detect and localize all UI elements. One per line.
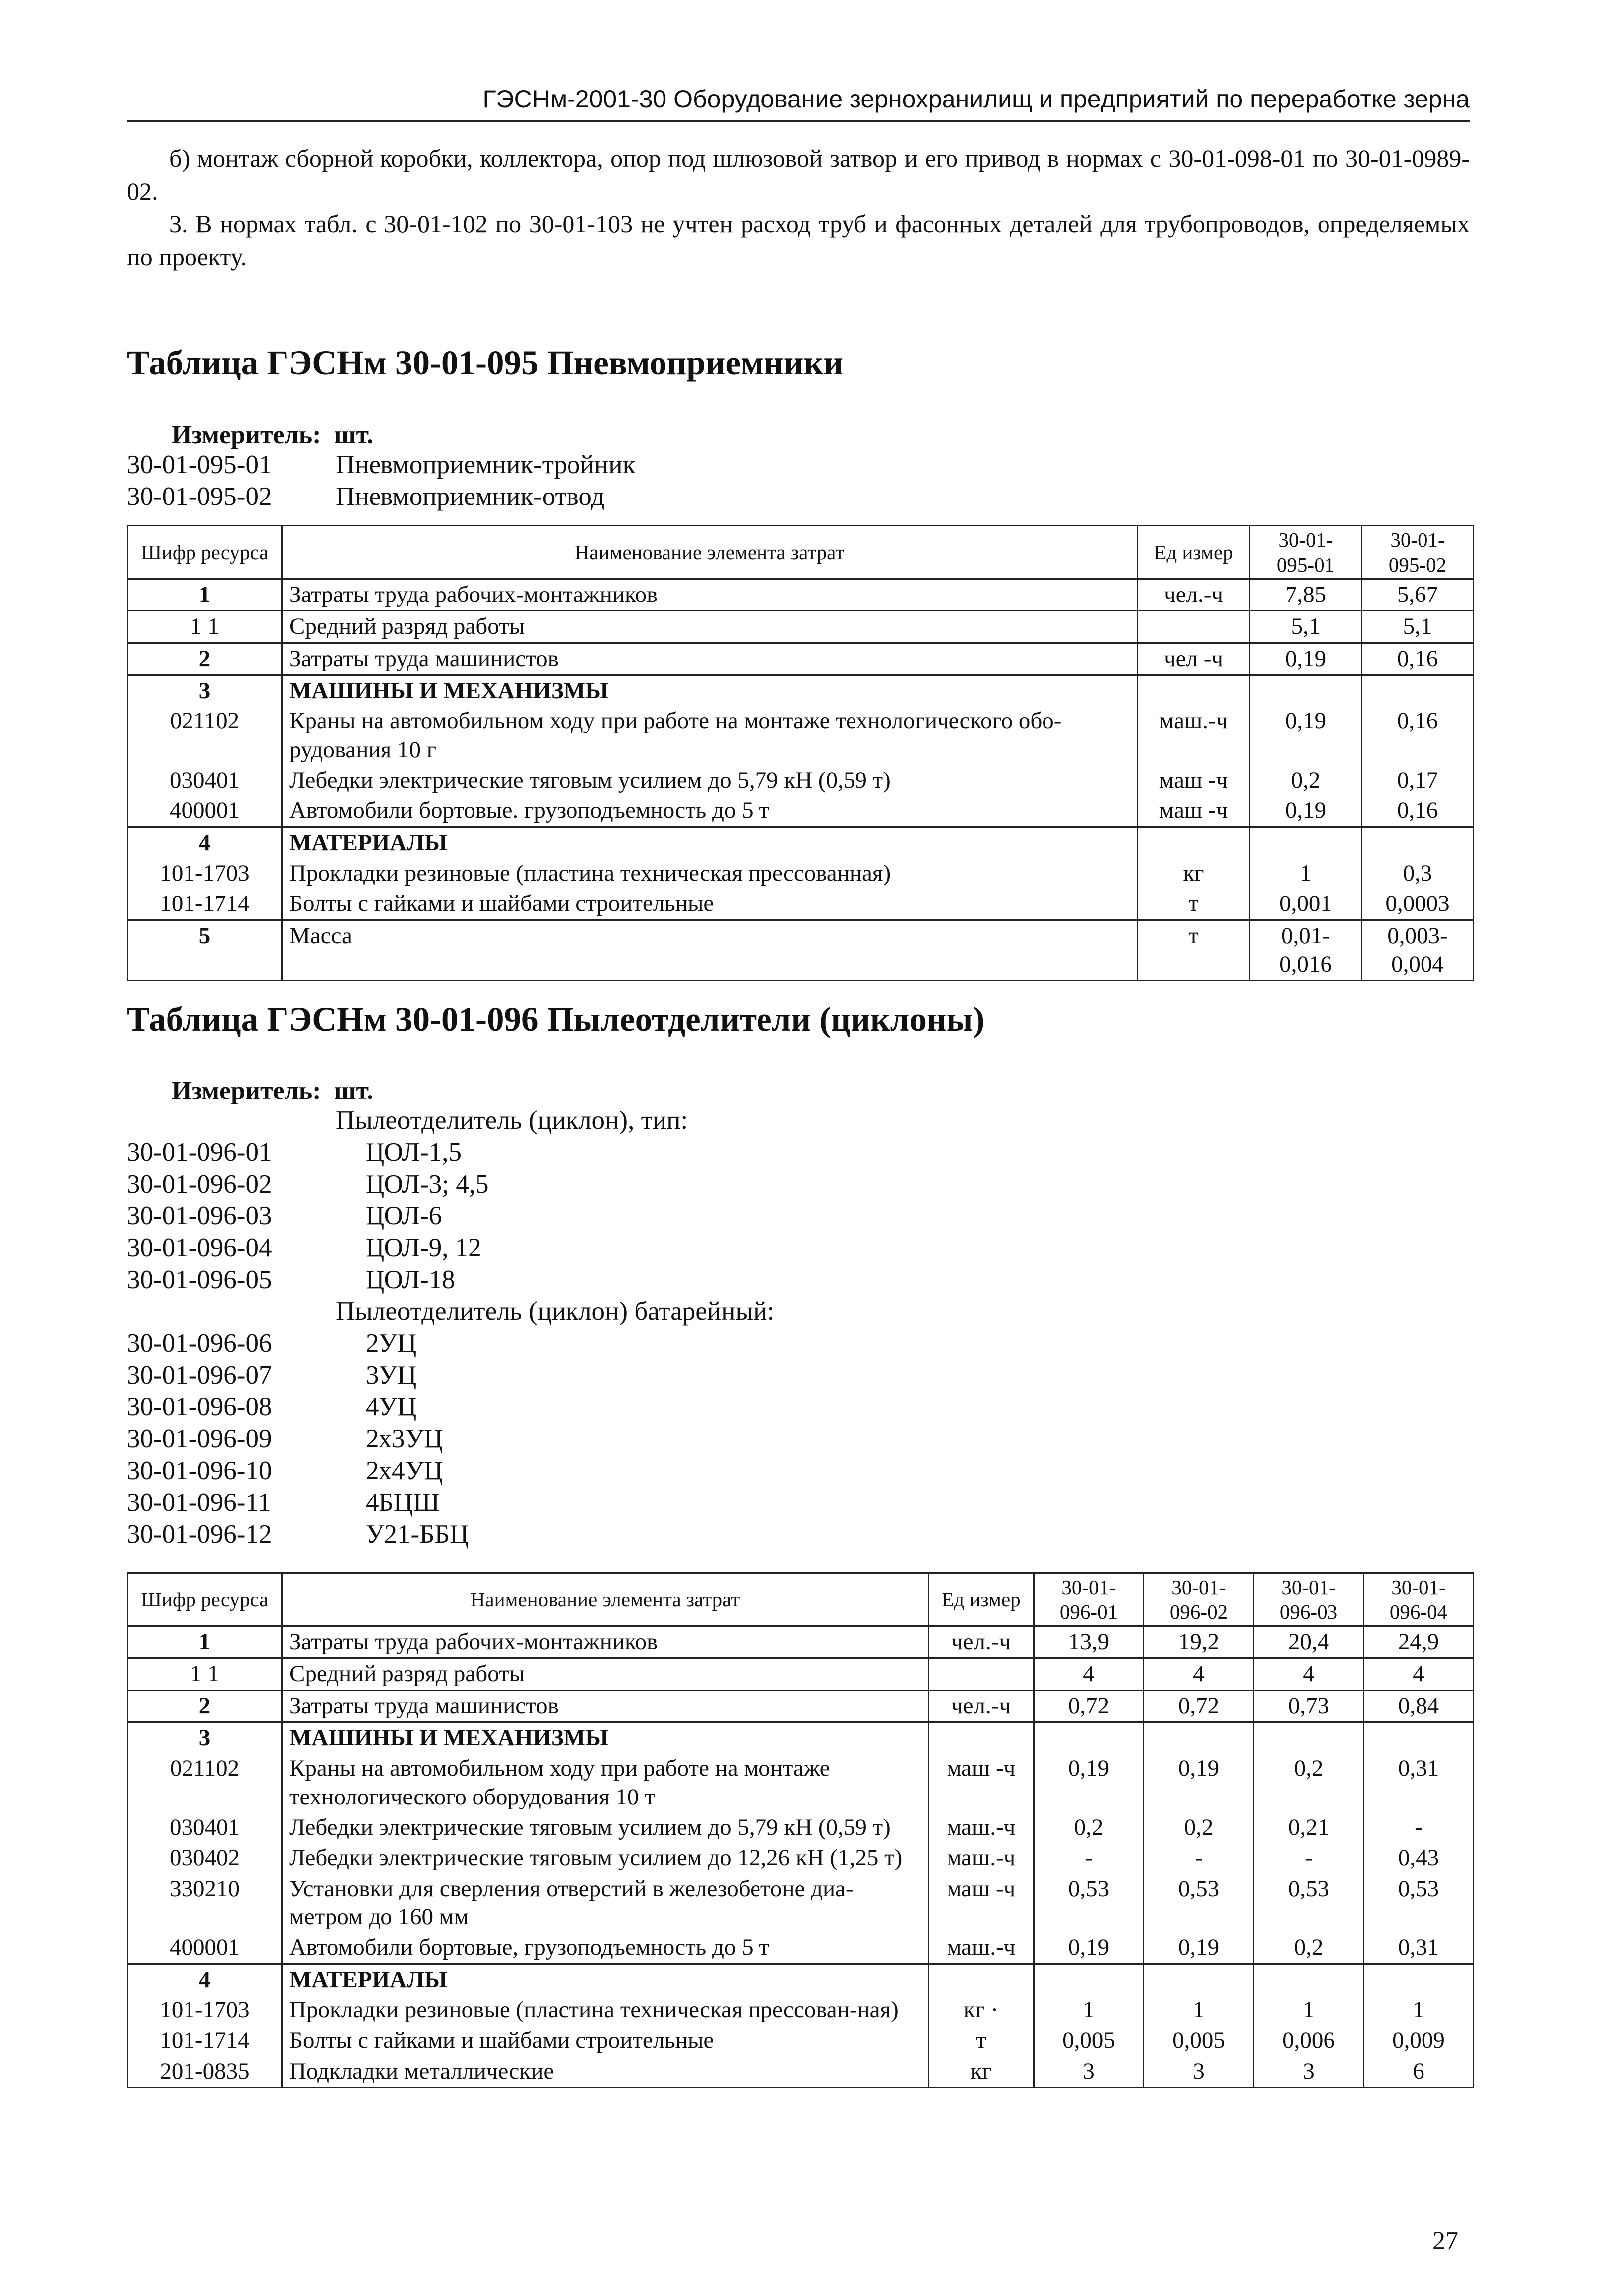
code-list-row (127, 1232, 774, 1264)
norm-code: 30-01-096-01 (127, 1138, 272, 1167)
cell-resource-code: 2 (128, 1690, 282, 1722)
measure-value: шт. (334, 1077, 374, 1105)
cell-cost-element: Болты с гайками и шайбами строительные (282, 889, 1138, 920)
cell-norm-value: 0,16 (1362, 706, 1474, 765)
norm-code: 30-01-096-04 (127, 1233, 272, 1262)
cell-cost-element: Автомобили бортовые. грузоподъемность до 5 т (282, 796, 1138, 827)
column-header-code: Шифр ресурса (128, 1573, 282, 1626)
cell-norm-value: 4 (1364, 1658, 1474, 1690)
cell-unit: маш -ч (1138, 765, 1250, 796)
cell-resource-code: 400001 (128, 1932, 282, 1964)
cell-resource-code: 3 (128, 1722, 282, 1754)
cell-unit (929, 1722, 1034, 1754)
cell-norm-value: - (1364, 1812, 1474, 1843)
table-095 (127, 525, 1474, 981)
table-row (128, 579, 1474, 611)
cell-norm-value: 0,2 (1250, 765, 1362, 796)
note-paragraph: б) монтаж сборной коробки, коллектора, опор под шлюзовой затвор и его привод в нормах с 30-01-098-01 по 30-01-0989-02. (127, 144, 1470, 205)
cell-norm-value (1144, 1722, 1254, 1754)
cell-unit: т (1138, 889, 1250, 920)
cell-cost-element: Масса (282, 920, 1138, 981)
norm-description: У21-ББЦ (366, 1520, 469, 1549)
cell-unit: маш -ч (929, 1874, 1034, 1933)
cell-norm-value: 0,16 (1362, 643, 1474, 675)
norm-code (127, 1296, 336, 1327)
cell-norm-value: 0,19 (1034, 1932, 1144, 1964)
table-row (128, 2025, 1474, 2056)
norm-code: 30-01-096-06 (127, 1329, 272, 1358)
cell-resource-code: 4 (128, 827, 282, 858)
cell-norm-value (1250, 827, 1362, 858)
cell-norm-value: 0,2 (1144, 1812, 1254, 1843)
table-row (128, 827, 1474, 858)
table-row (128, 2056, 1474, 2088)
norm-description: Пылеотделитель (циклон) батарейный: (336, 1297, 775, 1326)
cell-cost-element: Подкладки металлические (282, 2056, 929, 2088)
cell-cost-element: Болты с гайками и шайбами строительные (282, 2025, 929, 2056)
column-header-norm: 30-01- 096-03 (1254, 1573, 1364, 1626)
cell-unit (1138, 611, 1250, 643)
cell-cost-element: Затраты труда рабочих-монтажников (282, 1626, 929, 1658)
cell-unit: маш -ч (1138, 796, 1250, 827)
cell-cost-element: Краны на автомобильном ходу при работе на монтаже технологического обо-рудования 10 г (282, 706, 1138, 765)
cell-norm-value: 0,01- 0,016 (1250, 920, 1362, 981)
cell-unit: маш.-ч (1138, 706, 1250, 765)
table-row (128, 1753, 1474, 1812)
cell-norm-value: - (1144, 1843, 1254, 1873)
cell-norm-value (1034, 1722, 1144, 1754)
cell-resource-code: 5 (128, 920, 282, 981)
norm-description: ЦОЛ-9, 12 (366, 1233, 481, 1262)
table-row (128, 858, 1474, 889)
cell-norm-value: 0,19 (1250, 796, 1362, 827)
table-row (128, 643, 1474, 675)
cell-resource-code: 030401 (128, 765, 282, 796)
cell-norm-value: 0,005 (1144, 2025, 1254, 2056)
cell-unit: маш -ч (929, 1753, 1034, 1812)
cell-resource-code: 201-0835 (128, 2056, 282, 2088)
table-row (128, 1964, 1474, 1995)
cell-unit (929, 1658, 1034, 1690)
column-header-unit: Ед измер (929, 1573, 1034, 1626)
table-row (128, 675, 1474, 706)
cell-resource-code: 330210 (128, 1874, 282, 1933)
cell-norm-value: 0,72 (1034, 1690, 1144, 1722)
cell-unit (1138, 827, 1250, 858)
cell-norm-value: 3 (1034, 2056, 1144, 2088)
norm-description: 3УЦ (366, 1361, 417, 1390)
cell-resource-code: 1 (128, 1626, 282, 1658)
cell-norm-value: 24,9 (1364, 1626, 1474, 1658)
cell-resource-code: 1 1 (128, 611, 282, 643)
page-number: 27 (1432, 2227, 1458, 2255)
cell-cost-element: Автомобили бортовые, грузоподъемность до 5 т (282, 1932, 929, 1964)
cell-norm-value (1144, 1964, 1254, 1995)
cell-norm-value: - (1034, 1843, 1144, 1873)
notes-block (127, 142, 1470, 273)
column-header-code: Шифр ресурса (128, 526, 282, 579)
table-row (128, 1658, 1474, 1690)
table-row (128, 765, 1474, 796)
table-row (128, 1874, 1474, 1933)
cell-norm-value: 0,3 (1362, 858, 1474, 889)
cell-unit: чел.-ч (929, 1690, 1034, 1722)
cell-norm-value (1362, 827, 1474, 858)
cell-norm-value: 0,006 (1254, 2025, 1364, 2056)
cell-cost-element: Затраты труда машинистов (282, 643, 1138, 675)
cell-norm-value: 5,1 (1250, 611, 1362, 643)
table-row (128, 796, 1474, 827)
cell-norm-value: 0,31 (1364, 1932, 1474, 1964)
norm-code: 30-01-096-08 (127, 1393, 272, 1421)
norm-code: 30-01-096-07 (127, 1361, 272, 1390)
cell-cost-element: МАТЕРИАЛЫ (282, 827, 1138, 858)
cell-resource-code: 1 (128, 579, 282, 611)
table-095-title: Таблица ГЭСНм 30-01-095 Пневмоприемники (127, 344, 843, 382)
cell-norm-value: 19,2 (1144, 1626, 1254, 1658)
code-list-row (127, 481, 635, 512)
note-paragraph: 3. В нормах табл. с 30-01-102 по 30-01-103 не учтен расход труб и фасонных деталей для трубопроводов, определяемых по проекту. (127, 210, 1470, 271)
cell-norm-value: 0,2 (1254, 1753, 1364, 1812)
cell-norm-value: 0,53 (1254, 1874, 1364, 1933)
table-096-title: Таблица ГЭСНм 30-01-096 Пылеотделители (циклоны) (127, 1000, 985, 1038)
table-095-code-list (127, 449, 635, 512)
code-list-row (127, 1423, 774, 1455)
code-list-row (127, 1359, 774, 1391)
table-row (128, 1995, 1474, 2025)
cell-resource-code: 2 (128, 643, 282, 675)
cell-norm-value: 0,2 (1034, 1812, 1144, 1843)
cell-norm-value: 0,31 (1364, 1753, 1474, 1812)
cell-norm-value: 0,43 (1364, 1843, 1474, 1873)
cell-unit: чел.-ч (929, 1626, 1034, 1658)
norm-description: ЦОЛ-3; 4,5 (366, 1170, 489, 1198)
cell-unit: т (1138, 920, 1250, 981)
cell-cost-element: Средний разряд работы (282, 611, 1138, 643)
table-row (128, 611, 1474, 643)
cell-cost-element: Прокладки резиновые (пластина техническая прессован-ная) (282, 1995, 929, 2025)
cell-resource-code: 3 (128, 675, 282, 706)
cell-norm-value: 0,53 (1364, 1874, 1474, 1933)
cell-norm-value: 4 (1034, 1658, 1144, 1690)
cell-norm-value: 4 (1144, 1658, 1254, 1690)
table-row (128, 1812, 1474, 1843)
cell-norm-value (1254, 1722, 1364, 1754)
cell-norm-value: 0,17 (1362, 765, 1474, 796)
cell-norm-value (1250, 675, 1362, 706)
cell-resource-code: 030402 (128, 1843, 282, 1873)
code-list-row (127, 1104, 774, 1136)
cell-cost-element: Лебедки электрические тяговым усилием до 5,79 кН (0,59 т) (282, 765, 1138, 796)
cell-unit: маш.-ч (929, 1843, 1034, 1873)
cell-cost-element: Прокладки резиновые (пластина техническая прессованная) (282, 858, 1138, 889)
cell-norm-value: 0,19 (1250, 643, 1362, 675)
measure-label: Измеритель: (172, 421, 321, 449)
norm-description: 2х3УЦ (366, 1424, 443, 1453)
cell-norm-value: 0,53 (1034, 1874, 1144, 1933)
cell-norm-value: 6 (1364, 2056, 1474, 2088)
cell-norm-value: 0,005 (1034, 2025, 1144, 2056)
cell-norm-value: 0,21 (1254, 1812, 1364, 1843)
code-list-row (127, 1518, 774, 1550)
cell-norm-value: - (1254, 1843, 1364, 1873)
cell-cost-element: Лебедки электрические тяговым усилием до 12,26 кН (1,25 т) (282, 1843, 929, 1873)
cell-norm-value: 0,16 (1362, 796, 1474, 827)
code-list-row (127, 1327, 774, 1359)
cell-norm-value: 0,72 (1144, 1690, 1254, 1722)
cell-norm-value: 3 (1144, 2056, 1254, 2088)
cell-resource-code: 030401 (128, 1812, 282, 1843)
norm-code: 30-01-096-02 (127, 1170, 272, 1198)
cell-norm-value: 4 (1254, 1658, 1364, 1690)
cell-norm-value: 1 (1144, 1995, 1254, 2025)
norm-code: 30-01-096-05 (127, 1265, 272, 1294)
cell-norm-value: 20,4 (1254, 1626, 1364, 1658)
cell-norm-value (1034, 1964, 1144, 1995)
norm-code: 30-01-096-10 (127, 1456, 272, 1485)
column-header-norm: 30-01- 096-01 (1034, 1573, 1144, 1626)
cell-norm-value: 0,003- 0,004 (1362, 920, 1474, 981)
cell-resource-code: 101-1703 (128, 1995, 282, 2025)
column-header-norm: 30-01- 096-04 (1364, 1573, 1474, 1626)
column-header-norm: 30-01- 095-01 (1250, 526, 1362, 579)
cell-resource-code: 1 1 (128, 1658, 282, 1690)
cell-norm-value: 1 (1254, 1995, 1364, 2025)
norm-code: 30-01-096-12 (127, 1520, 272, 1549)
table-095-measure (172, 420, 373, 450)
norm-code: 30-01-096-03 (127, 1201, 272, 1230)
cell-unit: маш.-ч (929, 1812, 1034, 1843)
cell-cost-element: Средний разряд работы (282, 1658, 929, 1690)
cell-norm-value: 0,53 (1144, 1874, 1254, 1933)
norm-description: ЦОЛ-6 (366, 1201, 442, 1230)
norm-description: 2х4УЦ (366, 1456, 443, 1485)
code-list-row (127, 1455, 774, 1487)
cell-norm-value (1362, 675, 1474, 706)
cell-norm-value: 0,19 (1144, 1753, 1254, 1812)
code-list-row (127, 1264, 774, 1296)
cell-resource-code: 101-1714 (128, 2025, 282, 2056)
cell-norm-value: 0,73 (1254, 1690, 1364, 1722)
cell-cost-element: Лебедки электрические тяговым усилием до 5,79 кН (0,59 т) (282, 1812, 929, 1843)
table-row (128, 1626, 1474, 1658)
code-list-row (127, 1487, 774, 1518)
table-row (128, 920, 1474, 981)
cell-norm-value: 1 (1034, 1995, 1144, 2025)
cell-norm-value (1254, 1964, 1364, 1995)
column-header-name: Наименование элемента затрат (282, 1573, 929, 1626)
norm-code: 30-01-095-02 (127, 482, 272, 511)
cell-unit: кг · (929, 1995, 1034, 2025)
table-096-code-list (127, 1104, 774, 1550)
cell-norm-value (1364, 1964, 1474, 1995)
column-header-unit: Ед измер (1138, 526, 1250, 579)
code-list-row (127, 1136, 774, 1168)
cell-norm-value (1364, 1722, 1474, 1754)
column-header-norm: 30-01- 096-02 (1144, 1573, 1254, 1626)
cell-unit: маш.-ч (929, 1932, 1034, 1964)
table-row (128, 706, 1474, 765)
cell-cost-element: Установки для сверления отверстий в железобетоне диа-метром до 160 мм (282, 1874, 929, 1933)
running-header: ГЭСНм-2001-30 Оборудование зернохранилищ и предприятий по переработке зерна (127, 85, 1470, 122)
cell-norm-value: 0,19 (1144, 1932, 1254, 1964)
code-list-row (127, 449, 635, 481)
norm-description: ЦОЛ-1,5 (366, 1138, 462, 1167)
column-header-norm: 30-01- 095-02 (1362, 526, 1474, 579)
cell-norm-value: 7,85 (1250, 579, 1362, 611)
cell-norm-value: 0,19 (1034, 1753, 1144, 1812)
code-list-row (127, 1168, 774, 1200)
cell-cost-element: МАТЕРИАЛЫ (282, 1964, 929, 1995)
cell-unit: кг (1138, 858, 1250, 889)
code-list-row (127, 1391, 774, 1423)
cell-norm-value: 0,2 (1254, 1932, 1364, 1964)
cell-norm-value: 0,0003 (1362, 889, 1474, 920)
table-096-measure (172, 1076, 373, 1105)
cell-resource-code: 101-1714 (128, 889, 282, 920)
norm-code (127, 1104, 336, 1136)
cell-resource-code: 021102 (128, 706, 282, 765)
cell-unit (929, 1964, 1034, 1995)
table-row (128, 1690, 1474, 1722)
cell-resource-code: 101-1703 (128, 858, 282, 889)
code-list-row (127, 1296, 774, 1327)
cell-cost-element: Краны на автомобильном ходу при работе на монтаже технологического оборудования 10 т (282, 1753, 929, 1812)
cell-resource-code: 400001 (128, 796, 282, 827)
norm-description: 4УЦ (366, 1393, 417, 1421)
cell-norm-value: 0,19 (1250, 706, 1362, 765)
cell-resource-code: 021102 (128, 1753, 282, 1812)
code-list-row (127, 1200, 774, 1232)
norm-description: ЦОЛ-18 (366, 1265, 455, 1294)
norm-code: 30-01-096-09 (127, 1424, 272, 1453)
cell-norm-value: 3 (1254, 2056, 1364, 2088)
cell-unit: т (929, 2025, 1034, 2056)
table-row (128, 889, 1474, 920)
norm-code: 30-01-096-11 (127, 1488, 271, 1517)
cell-norm-value: 0,84 (1364, 1690, 1474, 1722)
measure-label: Измеритель: (172, 1077, 321, 1105)
norm-description: Пневмоприемник-тройник (336, 450, 636, 479)
measure-value: шт. (334, 421, 374, 449)
cell-cost-element: Затраты труда рабочих-монтажников (282, 579, 1138, 611)
cell-unit (1138, 675, 1250, 706)
cell-unit: чел -ч (1138, 643, 1250, 675)
cell-norm-value: 0,001 (1250, 889, 1362, 920)
norm-code: 30-01-095-01 (127, 450, 272, 479)
cell-unit: кг (929, 2056, 1034, 2088)
column-header-name: Наименование элемента затрат (282, 526, 1138, 579)
cell-norm-value: 1 (1250, 858, 1362, 889)
table-header-row (128, 526, 1474, 579)
cell-resource-code: 4 (128, 1964, 282, 1995)
norm-description: 4БЦШ (366, 1488, 440, 1517)
cell-norm-value: 1 (1364, 1995, 1474, 2025)
cell-norm-value: 5,67 (1362, 579, 1474, 611)
cell-cost-element: МАШИНЫ И МЕХАНИЗМЫ (282, 675, 1138, 706)
table-header-row (128, 1573, 1474, 1626)
table-096 (127, 1572, 1474, 2088)
norm-description: Пылеотделитель (циклон), тип: (336, 1106, 688, 1135)
table-row (128, 1722, 1474, 1754)
cell-cost-element: МАШИНЫ И МЕХАНИЗМЫ (282, 1722, 929, 1754)
cell-norm-value: 5,1 (1362, 611, 1474, 643)
table-row (128, 1843, 1474, 1873)
cell-cost-element: Затраты труда машинистов (282, 1690, 929, 1722)
cell-norm-value: 0,009 (1364, 2025, 1474, 2056)
norm-description: 2УЦ (366, 1329, 417, 1358)
table-row (128, 1932, 1474, 1964)
cell-unit: чел.-ч (1138, 579, 1250, 611)
norm-description: Пневмоприемник-отвод (336, 482, 605, 511)
cell-norm-value: 13,9 (1034, 1626, 1144, 1658)
